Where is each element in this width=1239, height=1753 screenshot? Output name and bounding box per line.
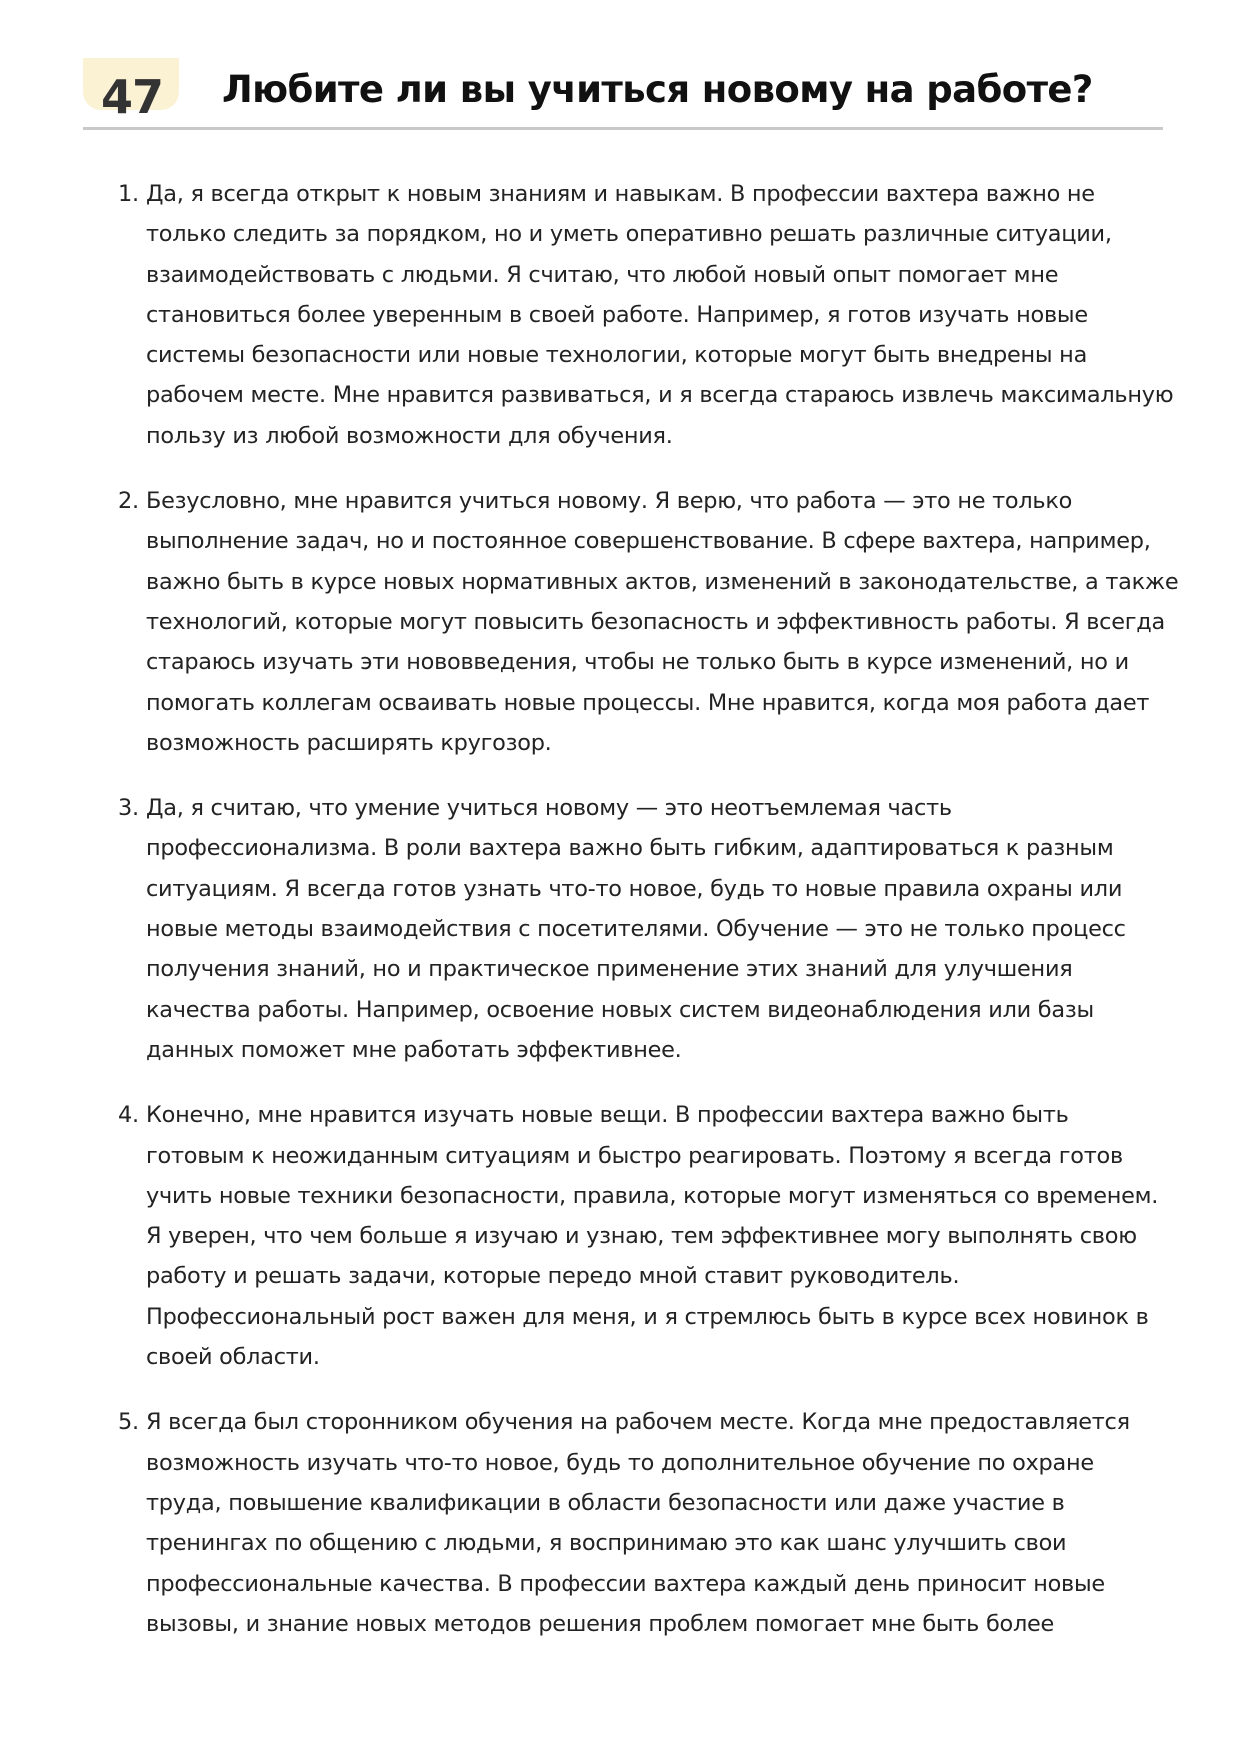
answer-line: своей области. [146,1344,320,1371]
answer-line: только следить за порядком, но и уметь оперативно решать различные ситуации, [146,221,1112,248]
answer-line: взаимодействовать с людьми. Я считаю, что любой новый опыт помогает мне [146,261,1059,288]
answer-line: получения знаний, но и практическое применение этих знаний для улучшения [146,956,1073,983]
answer-line: Да, я всегда открыт к новым знаниям и навыкам. В профессии вахтера важно не [146,181,1095,207]
answer-item [118,174,1174,456]
answer-line: профессиональные качества. В профессии вахтера каждый день приносит новые [146,1570,1105,1597]
answer-line: ситуациям. Я всегда готов узнать что-то новое, будь то новые правила охраны или [146,875,1123,902]
answer-number: 2. [118,488,139,515]
answer-line: учить новые техники безопасности, правила, которые могут изменяться со временем. [146,1182,1159,1209]
answer-line: пользу из любой возможности для обучения. [146,422,673,449]
answer-line: данных поможет мне работать эффективнее. [146,1036,682,1063]
answer-line: становиться более уверенным в своей работе. Например, я готов изучать новые [146,301,1088,328]
answer-line: Профессиональный рост важен для меня, и я стремлюсь быть в курсе всех новинок в [146,1303,1149,1330]
answer-item [118,1402,1164,1644]
answer-line: стараюсь изучать эти нововведения, чтобы не только быть в курсе изменений, но и [146,649,1129,676]
answer-line: качества работы. Например, освоение новых систем видеонаблюдения или базы [146,996,1094,1023]
answer-number: 3. [118,795,139,822]
page-title: Любите ли вы учиться новому на работе? [222,68,1093,111]
answer-line: рабочем месте. Мне нравится развиваться, и я всегда стараюсь извлечь максимальную [146,382,1174,409]
answer-line: помогать коллегам осваивать новые процессы. Мне нравится, когда моя работа дает [146,689,1150,716]
answer-line: технологий, которые могут повысить безопасность и эффективность работы. Я всегда [146,608,1165,635]
answer-line: Да, я считаю, что умение учиться новому — это неотъемлемая часть [146,795,952,822]
answer-list [118,174,1179,1669]
answer-item [118,1095,1164,1377]
answer-line: тренингах по общению с людьми, я воспринимаю это как шанс улучшить свои [146,1530,1067,1557]
answer-item [118,788,1164,1070]
answer-line: системы безопасности или новые технологии, которые могут быть внедрены на [146,342,1088,369]
answer-line: новые методы взаимодействия с посетителями. Обучение — это не только процесс [146,916,1126,943]
answer-number: 1. [118,181,139,207]
answer-line: Я всегда был сторонником обучения на рабочем месте. Когда мне предоставляется [146,1409,1130,1436]
answer-line: вызовы, и знание новых методов решения проблем помогает мне быть более [146,1610,1055,1637]
answer-line: возможность расширять кругозор. [146,729,552,756]
answer-line: возможность изучать что-то новое, будь то дополнительное обучение по охране [146,1449,1094,1476]
answer-line: Конечно, мне нравится изучать новые вещи. В профессии вахтера важно быть [146,1102,1069,1129]
question-number: 47 [101,70,164,124]
answer-line: работу и решать задачи, которые передо мной ставит руководитель. [146,1263,960,1290]
page-header [83,58,1163,130]
answer-line: Я уверен, что чем больше я изучаю и узнаю, тем эффективнее могу выполнять свою [146,1223,1137,1250]
answer-line: готовым к неожиданным ситуациям и быстро реагировать. Поэтому я всегда готов [146,1142,1123,1169]
answer-line: выполнение задач, но и постоянное совершенствование. В сфере вахтера, например, [146,528,1151,555]
answer-item [118,481,1179,763]
answer-number: 4. [118,1102,139,1129]
answer-line: Безусловно, мне нравится учиться новому. Я верю, что работа — это не только [146,488,1073,515]
answer-line: труда, повышение квалификации в области безопасности или даже участие в [146,1489,1065,1516]
answer-line: важно быть в курсе новых нормативных актов, изменений в законодательстве, а также [146,568,1179,595]
answer-line: профессионализма. В роли вахтера важно быть гибким, адаптироваться к разным [146,835,1114,862]
answer-number: 5. [118,1409,139,1436]
